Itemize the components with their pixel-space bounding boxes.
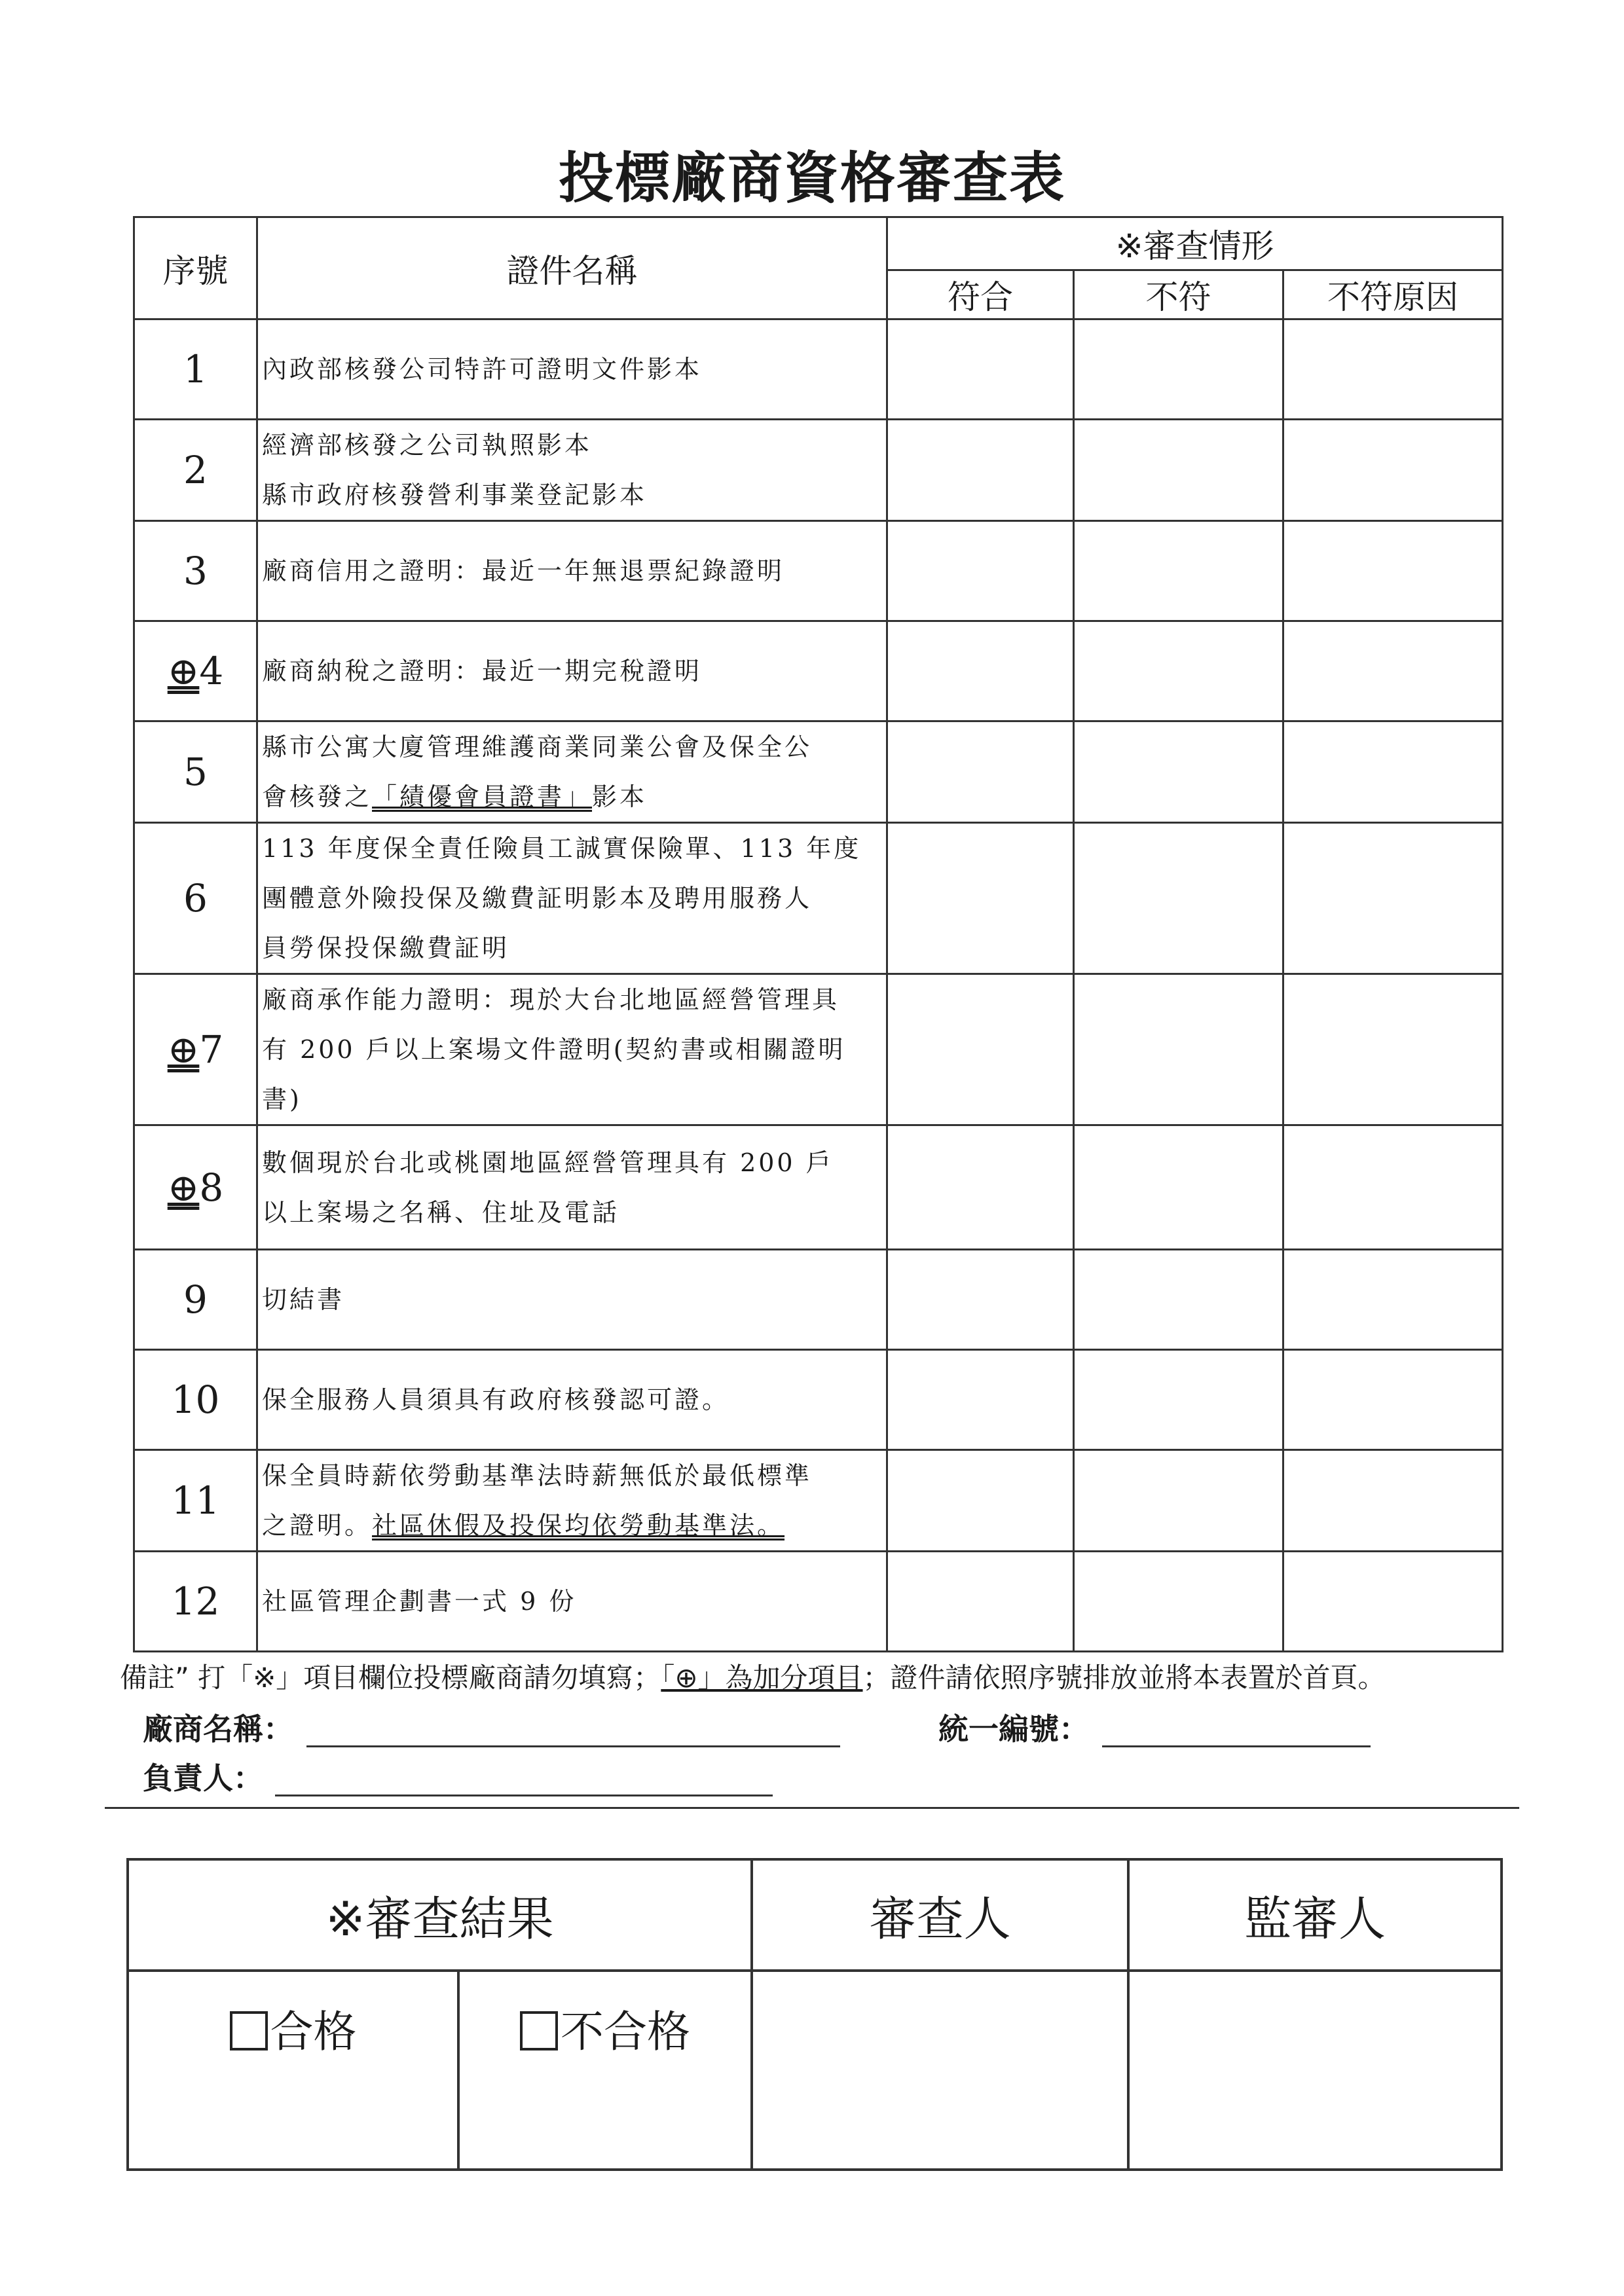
comply-cell[interactable] (887, 521, 1074, 621)
document-name: 保全服務人員須具有政府核發認可證。 (257, 1350, 887, 1450)
document-name: 切結書 (257, 1250, 887, 1350)
reason-cell[interactable] (1283, 1450, 1503, 1552)
comply-cell[interactable] (887, 1125, 1074, 1250)
comply-cell[interactable] (887, 1350, 1074, 1450)
vendor-name-label: 廠商名稱： (143, 1711, 293, 1747)
comply-cell[interactable] (887, 1450, 1074, 1552)
document-name: 內政部核發公司特許可證明文件影本 (257, 319, 887, 420)
row-number: 2 (134, 420, 257, 521)
header-not-comply: 不符 (1074, 270, 1283, 319)
table-row (134, 1250, 1503, 1350)
table-row (134, 521, 1503, 621)
comply-cell[interactable] (887, 319, 1074, 420)
person-in-charge-input[interactable] (275, 1755, 773, 1796)
table-row (134, 823, 1503, 974)
header-review: ※審查情形 (887, 217, 1503, 270)
document-name: 經濟部核發之公司執照影本 縣市政府核發營利事業登記影本 (257, 420, 887, 521)
tax-id-label: 統一編號： (938, 1711, 1089, 1747)
remarks: 備註” 打「※」項目欄位投標廠商請勿填寫；「⊕」為加分項目；證件請依照序號排放並將本表置於首頁。 (120, 1662, 1386, 1694)
divider (105, 1807, 1519, 1809)
bonus-mark: ⊕ (167, 1027, 200, 1072)
table-row (134, 721, 1503, 823)
document-name: 廠商納稅之證明：最近一期完稅證明 (257, 621, 887, 721)
bonus-mark: ⊕ (167, 649, 200, 693)
vendor-name-input[interactable] (306, 1706, 840, 1747)
comply-cell[interactable] (887, 974, 1074, 1125)
row-number: 10 (134, 1350, 257, 1450)
table-row (134, 1350, 1503, 1450)
table-row (134, 621, 1503, 721)
reason-cell[interactable] (1283, 1350, 1503, 1450)
not-comply-cell[interactable] (1074, 1350, 1283, 1450)
table-row (134, 319, 1503, 420)
reason-cell[interactable] (1283, 721, 1503, 823)
qualification-table (133, 216, 1504, 1652)
row-number: 1 (134, 319, 257, 420)
table-row (134, 1125, 1503, 1250)
reason-cell[interactable] (1283, 1552, 1503, 1652)
review-result-table (126, 1858, 1503, 2171)
row-number: 11 (134, 1450, 257, 1552)
reason-cell[interactable] (1283, 521, 1503, 621)
row-number: ⊕7 (134, 974, 257, 1125)
not-comply-cell[interactable] (1074, 823, 1283, 974)
reason-cell[interactable] (1283, 621, 1503, 721)
reason-cell[interactable] (1283, 1125, 1503, 1250)
comply-cell[interactable] (887, 1552, 1074, 1652)
bonus-note: 「⊕」為加分項目 (661, 1662, 863, 1694)
table-row (134, 1552, 1503, 1652)
not-comply-cell[interactable] (1074, 1125, 1283, 1250)
row-number: 9 (134, 1250, 257, 1350)
document-name: 廠商信用之證明：最近一年無退票紀錄證明 (257, 521, 887, 621)
not-comply-cell[interactable] (1074, 420, 1283, 521)
labor-law-highlight: 社區休假及投保均依勞動基準法。 (372, 1511, 785, 1540)
not-comply-cell[interactable] (1074, 621, 1283, 721)
header-doc-name: 證件名稱 (257, 217, 887, 319)
comply-cell[interactable] (887, 1250, 1074, 1350)
row-number: 3 (134, 521, 257, 621)
supervisor-header: 監審人 (1128, 1859, 1502, 1971)
document-name: 保全員時薪依勞動基準法時薪無低於最低標準 之證明。社區休假及投保均依勞動基準法。 (257, 1450, 887, 1552)
row-number: ⊕4 (134, 621, 257, 721)
supervisor-signature[interactable] (1128, 1971, 1502, 2170)
header-reason: 不符原因 (1283, 270, 1503, 319)
result-header: ※審查結果 (128, 1859, 752, 1971)
tax-id-input[interactable] (1102, 1706, 1371, 1747)
fail-option[interactable] (458, 1971, 752, 2170)
header-comply: 符合 (887, 270, 1074, 319)
not-comply-cell[interactable] (1074, 974, 1283, 1125)
reason-cell[interactable] (1283, 823, 1503, 974)
reason-cell[interactable] (1283, 1250, 1503, 1350)
pass-option[interactable] (128, 1971, 458, 2170)
person-in-charge-label: 負責人： (143, 1760, 263, 1796)
comply-cell[interactable] (887, 823, 1074, 974)
document-name: 113 年度保全責任險員工誠實保險單、113 年度 團體意外險投保及繳費証明影本及聘用服務人 員勞保投保繳費証明 (257, 823, 887, 974)
header-seq: 序號 (134, 217, 257, 319)
document-name: 縣市公寓大廈管理維護商業同業公會及保全公 會核發之「績優會員證書」影本 (257, 721, 887, 823)
document-name: 數個現於台北或桃園地區經營管理具有 200 戶 以上案場之名稱、住址及電話 (257, 1125, 887, 1250)
comply-cell[interactable] (887, 420, 1074, 521)
not-comply-cell[interactable] (1074, 521, 1283, 621)
pass-label: 合格 (270, 2007, 357, 2057)
page-title: 投標廠商資格審查表 (558, 146, 1065, 210)
not-comply-cell[interactable] (1074, 1450, 1283, 1552)
reason-cell[interactable] (1283, 319, 1503, 420)
not-comply-cell[interactable] (1074, 1552, 1283, 1652)
table-row (134, 1450, 1503, 1552)
row-number: 12 (134, 1552, 257, 1652)
comply-cell[interactable] (887, 621, 1074, 721)
not-comply-cell[interactable] (1074, 721, 1283, 823)
reviewer-signature[interactable] (752, 1971, 1128, 2170)
not-comply-cell[interactable] (1074, 319, 1283, 420)
row-number: ⊕8 (134, 1125, 257, 1250)
reviewer-header: 審查人 (752, 1859, 1128, 1971)
document-name: 廠商承作能力證明：現於大台北地區經營管理具 有 200 戶以上案場文件證明(契約書或相關證明 書) (257, 974, 887, 1125)
reason-cell[interactable] (1283, 420, 1503, 521)
reason-cell[interactable] (1283, 974, 1503, 1125)
table-row (134, 974, 1503, 1125)
fail-label: 不合格 (561, 2007, 690, 2057)
comply-cell[interactable] (887, 721, 1074, 823)
certificate-highlight: 「績優會員證書」 (372, 782, 593, 811)
bonus-mark: ⊕ (167, 1165, 200, 1210)
fail-checkbox[interactable] (520, 2011, 558, 2050)
row-number: 5 (134, 721, 257, 823)
not-comply-cell[interactable] (1074, 1250, 1283, 1350)
row-number: 6 (134, 823, 257, 974)
document-name: 社區管理企劃書一式 9 份 (257, 1552, 887, 1652)
pass-checkbox[interactable] (230, 2011, 268, 2050)
table-row (134, 420, 1503, 521)
